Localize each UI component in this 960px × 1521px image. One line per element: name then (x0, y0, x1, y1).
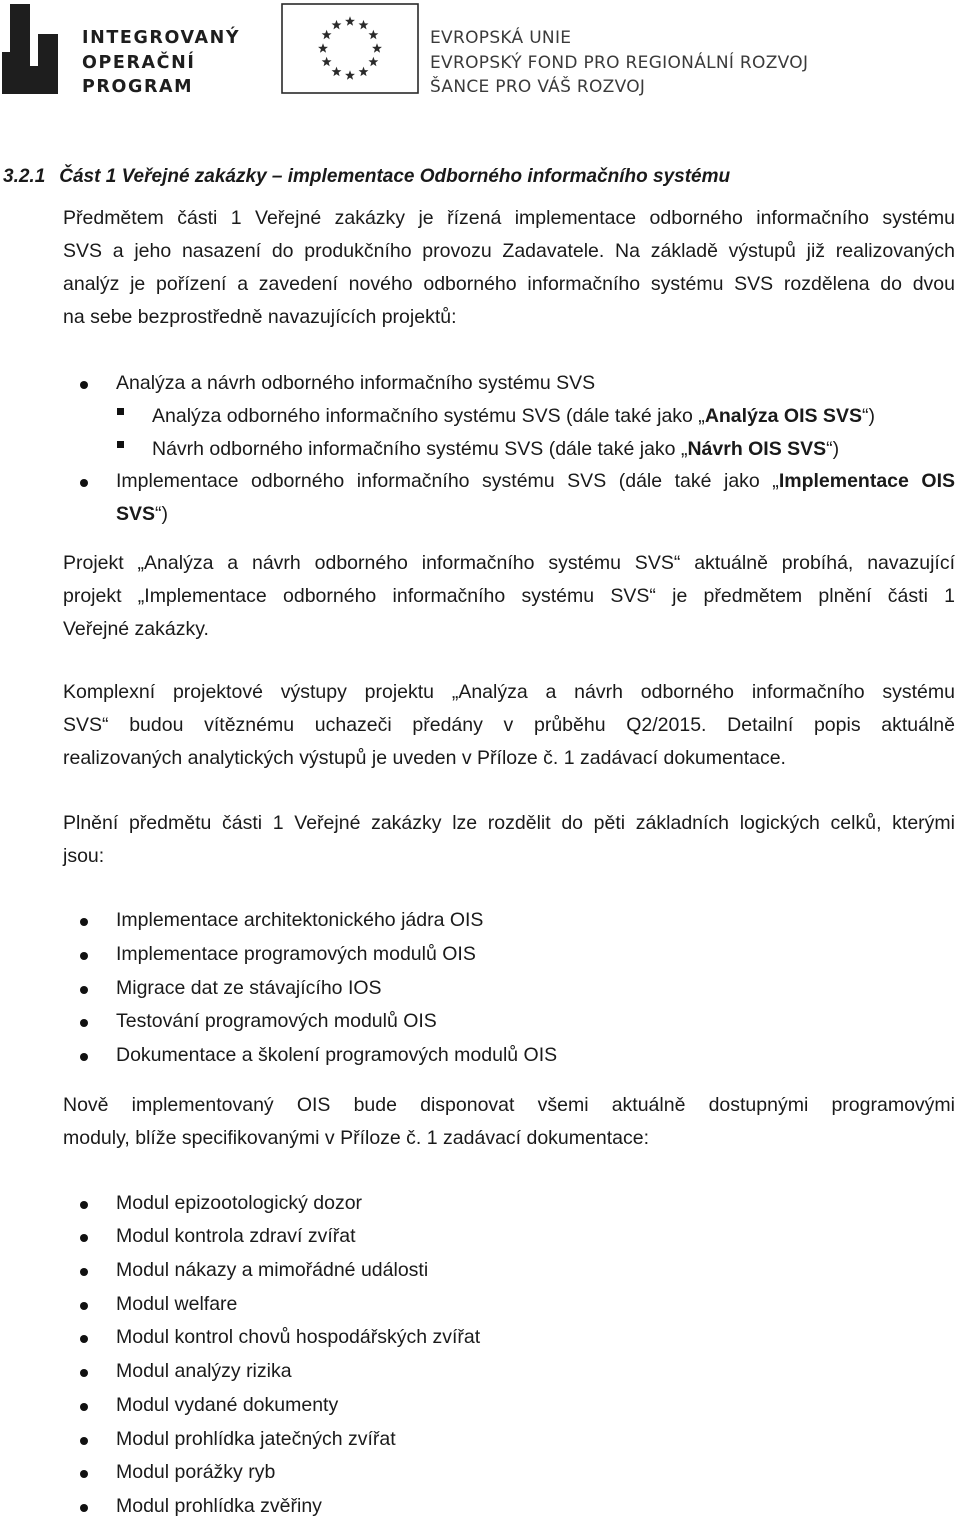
komplexni-line: realizovaných analytických výstupů je uveden v Příloze č. 1 zadávací dokumentace. (63, 747, 786, 769)
bullet-icon (80, 479, 88, 487)
modul-item: Modul prohlídka jatečných zvířat (116, 1428, 396, 1450)
eu-text (430, 26, 808, 100)
projekt-line: projekt „Implementace odborného informačního systému SVS“ je předmětem plnění části 1 (63, 585, 955, 607)
project-item: Analýza a návrh odborného informačního systému SVS (116, 372, 596, 394)
iop-logo-bar (30, 66, 38, 94)
modul-item: Modul welfare (116, 1293, 238, 1315)
iop-logo (2, 4, 242, 96)
modul-item: Modul kontrola zdraví zvířat (116, 1225, 356, 1247)
plneni-line: jsou: (63, 845, 105, 867)
bullet-icon (80, 918, 88, 926)
projekt-line: Projekt „Analýza a návrh odborného informačního systému SVS“ aktuálně probíhá, navazující (63, 552, 955, 574)
item-text: “) (155, 503, 169, 525)
celek-item: Testování programových modulů OIS (116, 1010, 437, 1032)
plneni-line: Plnění předmětu části 1 Veřejné zakázky lze rozdělit do pěti základních logických celků, kterými (63, 812, 955, 834)
bullet-icon (80, 1302, 88, 1310)
celek-item: Implementace architektonického jádra OIS (116, 909, 484, 931)
project-item-cont (116, 502, 168, 526)
section-heading (3, 165, 730, 189)
section-number: 3.2.1 (3, 166, 46, 187)
project-subitem (152, 404, 875, 428)
iop-logo-bar (2, 52, 10, 94)
celek-item: Dokumentace a školení programových modulů OIS (116, 1044, 558, 1066)
celek-item: Implementace programových modulů OIS (116, 943, 476, 965)
modul-item: Modul vydané dokumenty (116, 1394, 339, 1416)
celek-item: Migrace dat ze stávajícího IOS (116, 977, 382, 999)
eu-line: ŠANCE PRO VÁŠ ROZVOJ (430, 77, 646, 97)
iop-logo-line: PROGRAM (82, 77, 194, 97)
bullet-icon (80, 1201, 88, 1209)
bullet-icon (80, 1437, 88, 1445)
komplexni-line: Komplexní projektové výstupy projektu „Analýza a návrh odborného informačního systému (63, 681, 955, 703)
subitem-text: Analýza odborného informačního systému SVS (dále také jako „ (152, 405, 705, 427)
bullet-icon (80, 1268, 88, 1276)
iop-logo-bar (38, 34, 58, 94)
item-text: Implementace odborného informačního systému SVS (dále také jako „ (116, 470, 779, 492)
bullet-icon (80, 1019, 88, 1027)
modul-item: Modul epizootologický dozor (116, 1192, 363, 1214)
bullet-icon (80, 1403, 88, 1411)
projekt-line: Veřejné zakázky. (63, 618, 209, 640)
item-bold: Implementace OIS (778, 470, 955, 492)
eu-line: EVROPSKÁ UNIE (430, 28, 572, 48)
bullet-icon (80, 1053, 88, 1061)
modul-item: Modul nákazy a mimořádné události (116, 1259, 429, 1281)
subitem-text: Návrh odborného informačního systému SVS (dále také jako „ (152, 438, 688, 460)
subitem-text: “) (826, 438, 840, 460)
bullet-icon (80, 952, 88, 960)
item-bold: SVS (116, 503, 156, 525)
modul-item: Modul prohlídka zvěřiny (116, 1495, 322, 1517)
moduly-line: Nově implementovaný OIS bude disponovat všemi aktuálně dostupnými programovými (63, 1094, 955, 1116)
iop-logo-text (82, 26, 240, 100)
iop-logo-line: INTEGROVANÝ (82, 28, 241, 48)
bullet-icon (80, 1335, 88, 1343)
intro-line: na sebe bezprostředně navazujících projektů: (63, 306, 457, 328)
intro-line: Předmětem části 1 Veřejné zakázky je řízená implementace odborného informačního systému (63, 207, 955, 229)
project-item (116, 469, 955, 493)
eu-line: EVROPSKÝ FOND PRO REGIONÁLNÍ ROZVOJ (430, 52, 809, 73)
project-subitem (152, 437, 839, 461)
modul-item: Modul porážky ryb (116, 1461, 276, 1483)
eu-flag-icon (281, 3, 419, 94)
komplexni-line: SVS“ budou vítěznému uchazeči předány v průběhu Q2/2015. Detailní popis aktuálně (63, 714, 955, 736)
iop-logo-bar (10, 4, 30, 94)
bullet-icon (80, 1234, 88, 1242)
subitem-text: “) (861, 405, 875, 427)
moduly-line: moduly, blíže specifikovanými v Příloze č. 1 zadávací dokumentace: (63, 1127, 649, 1149)
bullet-icon (80, 1369, 88, 1377)
bullet-icon (80, 381, 88, 389)
bullet-icon (80, 986, 88, 994)
intro-line: SVS a jeho nasazení do produkčního provozu Zadavatele. Na základě výstupů již realizovaných (63, 240, 955, 262)
bullet-icon (80, 1504, 88, 1512)
section-title: Část 1 Veřejné zakázky – implementace Odborného informačního systému (59, 166, 731, 187)
intro-line: analýz je pořízení a zavedení nového odborného informačního systému SVS rozdělena do dvou (63, 273, 955, 295)
square-bullet-icon (117, 408, 124, 415)
modul-item: Modul analýzy rizika (116, 1360, 292, 1382)
square-bullet-icon (117, 441, 124, 448)
subitem-bold: Analýza OIS SVS (704, 405, 862, 427)
subitem-bold: Návrh OIS SVS (687, 438, 827, 460)
iop-logo-line: OPERAČNÍ (82, 52, 196, 73)
bullet-icon (80, 1470, 88, 1478)
modul-item: Modul kontrol chovů hospodářských zvířat (116, 1326, 481, 1348)
